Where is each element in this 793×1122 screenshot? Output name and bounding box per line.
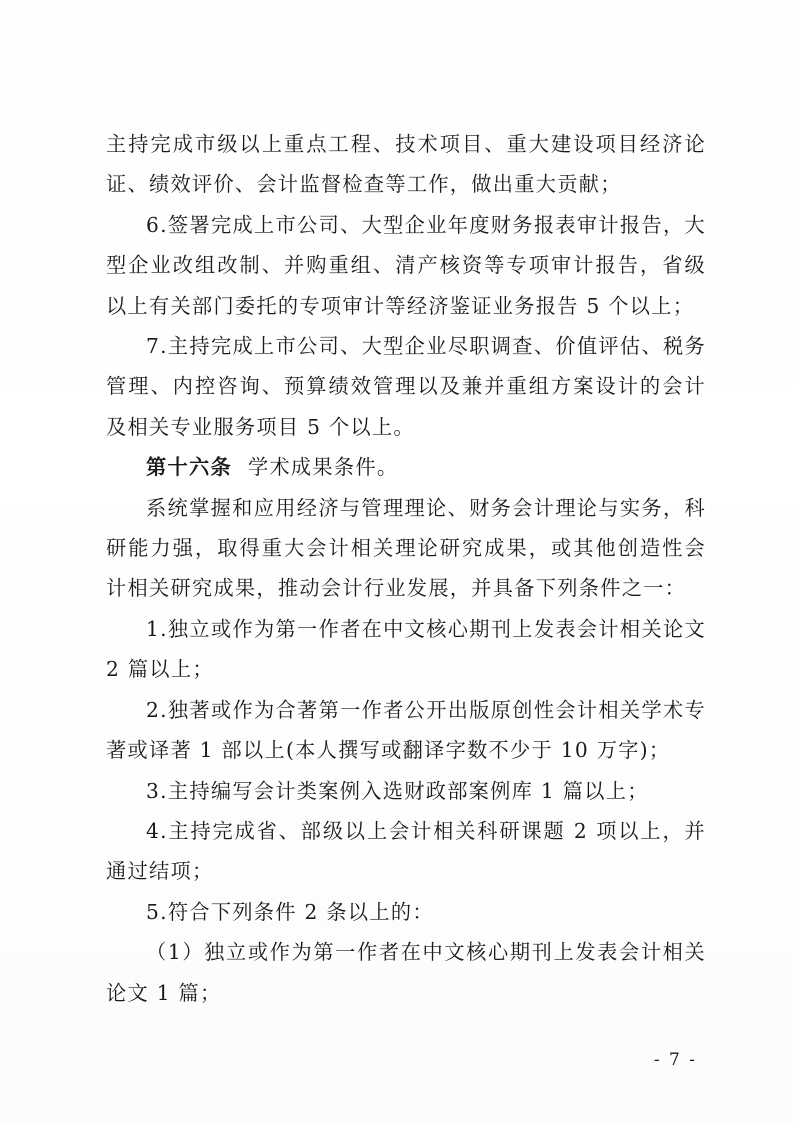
paragraph-item-7: 7.主持完成上市公司、大型企业尽职调查、价值评估、税务管理、内控咨询、预算绩效管理以及兼并重组方案设计的会计及相关专业服务项目 5 个以上。 bbox=[106, 334, 706, 439]
paragraph-condition-5: 5.符合下列条件 2 条以上的： bbox=[146, 899, 434, 924]
paragraph-item-6: 6.签署完成上市公司、大型企业年度财务报表审计报告，大型企业改组改制、并购重组、清产核资等专项审计报告，省级以上有关部门委托的专项审计等经济鉴证业务报告 5 个以上； bbox=[106, 212, 706, 318]
paragraph-continued-item-5: 主持完成市级以上重点工程、技术项目、重大建设项目经济论证、绩效评价、会计监督检查等工作，做出重大贡献； bbox=[106, 132, 706, 197]
page-number: - 7 - bbox=[653, 1050, 697, 1070]
article-16-title: 学术成果条件。 bbox=[247, 455, 399, 480]
document-body bbox=[106, 124, 706, 1013]
paragraph-sub-condition-1: （1）独立或作为第一作者在中文核心期刊上发表会计相关论文 1 篇； bbox=[106, 940, 706, 1005]
article-16-heading bbox=[106, 447, 706, 487]
paragraph-condition-4: 4.主持完成省、部级以上会计相关科研课题 2 项以上，并通过结项； bbox=[106, 818, 706, 884]
article-16-label: 第十六条 bbox=[146, 455, 232, 480]
paragraph-condition-3: 3.主持编写会计类案例入选财政部案例库 1 篇以上； bbox=[146, 778, 649, 803]
paragraph-condition-2: 2.独著或作为合著第一作者公开出版原创性会计相关学术专著或译著 1 部以上(本人撰写或翻译字数不少于 10 万字)； bbox=[106, 697, 706, 763]
paragraph-article-16-intro: 系统掌握和应用经济与管理理论、财务会计理论与实务，科研能力强，取得重大会计相关理论研究成果，或其他创造性会计相关研究成果，推动会计行业发展，并具备下列条件之一： bbox=[106, 495, 706, 601]
paragraph-condition-1: 1.独立或作为第一作者在中文核心期刊上发表会计相关论文 2 篇以上； bbox=[106, 616, 706, 682]
